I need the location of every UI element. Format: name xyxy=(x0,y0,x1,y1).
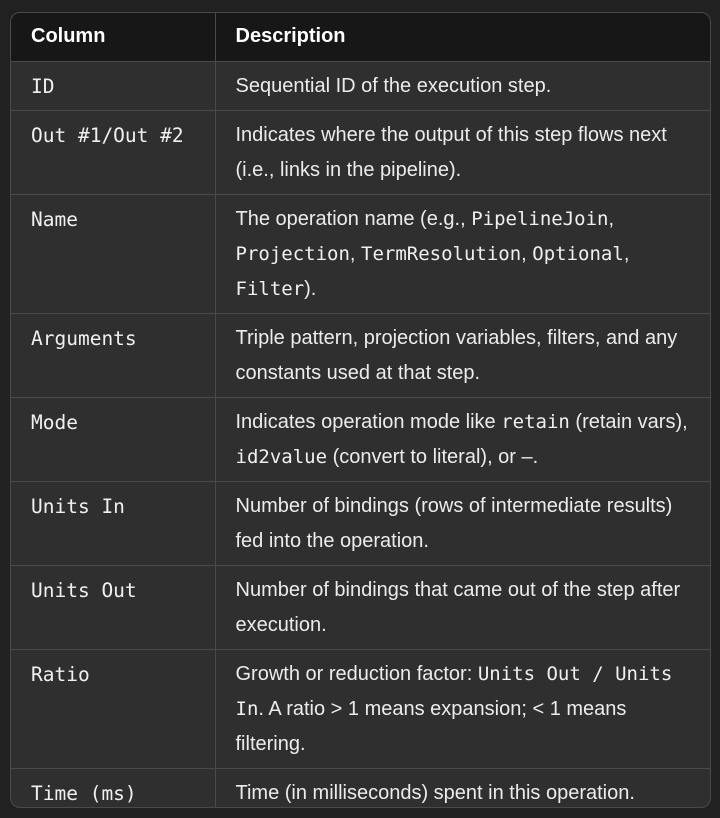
description-cell xyxy=(215,61,710,110)
table-row xyxy=(11,110,710,194)
inline-code: TermResolution xyxy=(361,242,522,265)
table-row xyxy=(11,768,710,808)
description-text: , xyxy=(349,242,362,265)
table-header-row xyxy=(11,13,710,61)
column-name-cell: Mode xyxy=(31,410,78,434)
table-row xyxy=(11,194,710,313)
description-text: , xyxy=(521,242,533,265)
inline-code: Filter xyxy=(235,277,305,300)
table-row xyxy=(11,649,710,768)
description-text: (retain vars), xyxy=(569,410,688,433)
column-name-cell: ID xyxy=(31,74,55,98)
description-text: , xyxy=(623,242,630,265)
column-name-cell: Time (ms) xyxy=(31,781,137,805)
description-text: ). xyxy=(304,277,317,300)
inline-code: Optional xyxy=(532,242,624,265)
description-text: Time (in milliseconds) spent in this operation. xyxy=(235,781,635,804)
inline-code: PipelineJoin xyxy=(471,207,609,230)
description-cell xyxy=(215,313,710,397)
column-name-cell: Name xyxy=(31,207,78,231)
description-text: Number of bindings (rows of intermediate results) fed into the operation. xyxy=(235,494,673,552)
description-cell xyxy=(215,110,710,194)
inline-code: Projection xyxy=(235,242,350,265)
description-cell xyxy=(215,768,710,808)
table-row xyxy=(11,565,710,649)
description-text: Indicates operation mode like xyxy=(235,410,502,433)
column-name-cell: Units Out xyxy=(31,578,137,602)
inline-code: retain xyxy=(501,410,570,433)
description-text: Indicates where the output of this step flows next (i.e., links in the pipeline). xyxy=(235,123,667,181)
column-name-cell: Ratio xyxy=(31,662,90,686)
columns-table xyxy=(11,13,710,808)
column-name-cell: Arguments xyxy=(31,326,137,350)
description-text: Growth or reduction factor: xyxy=(235,662,478,685)
table-container xyxy=(10,12,711,808)
inline-code: id2value xyxy=(235,445,328,468)
table-row xyxy=(11,397,710,481)
column-name-cell: Units In xyxy=(31,494,125,518)
description-cell xyxy=(215,397,710,481)
column-name-cell: Out #1/Out #2 xyxy=(31,123,184,147)
header-column: Column xyxy=(31,25,106,48)
table-row xyxy=(11,481,710,565)
description-text: Sequential ID of the execution step. xyxy=(235,74,552,97)
description-cell xyxy=(215,481,710,565)
header-description: Description xyxy=(215,13,710,61)
description-text: The operation name (e.g., xyxy=(235,207,472,230)
description-text: Triple pattern, projection variables, filters, and any constants used at that step. xyxy=(235,326,678,384)
description-text: Number of bindings that came out of the step after execution. xyxy=(235,578,681,636)
description-text: , xyxy=(608,207,615,230)
description-cell xyxy=(215,649,710,768)
description-text: (convert to literal), or –. xyxy=(327,445,539,468)
description-text: . A ratio > 1 means expansion; < 1 means filtering. xyxy=(235,697,627,755)
inline-code: Units Out / Units In xyxy=(235,662,673,720)
description-cell xyxy=(215,194,710,313)
table-row xyxy=(11,61,710,110)
table-row xyxy=(11,313,710,397)
description-cell xyxy=(215,565,710,649)
